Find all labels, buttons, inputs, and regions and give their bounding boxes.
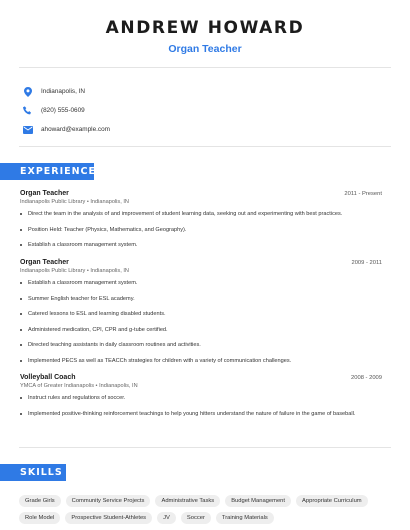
- bullet-item: Establish a classroom management system.: [20, 241, 382, 249]
- job-title: Organ Teacher: [20, 259, 69, 266]
- contact-list: [22, 82, 110, 139]
- bullet-item: Administered medication, CPI, CPR and g-tube certified.: [20, 326, 382, 334]
- job-bullets: [20, 279, 382, 365]
- skill-chip: Budget Management: [225, 495, 291, 507]
- skill-chip: Administrative Tasks: [155, 495, 220, 507]
- job-dates: 2008 - 2009: [351, 375, 382, 381]
- contact-email-text: ahoward@example.com: [41, 126, 111, 133]
- skill-chip: Prospective Student-Athletes: [65, 512, 152, 524]
- candidate-name: ANDREW HOWARD: [105, 18, 305, 38]
- skill-chip: JV: [157, 512, 176, 524]
- header-divider: [19, 67, 391, 68]
- resume-header: [0, 18, 410, 55]
- bullet-item: Direct the team in the analysis of and improvement of student learning data, seeking out and experimenting with best practices.: [20, 210, 382, 218]
- job-organization: YMCA of Greater Indianapolis • Indianapolis, IN: [20, 383, 138, 389]
- job-bullets: [20, 394, 382, 418]
- skills-heading: SKILLS: [0, 464, 66, 481]
- skill-chip: Grade Girls: [19, 495, 61, 507]
- job-title: Volleyball Coach: [20, 374, 76, 381]
- bullet-item: Implemented PECS as well as TEACCh strategies for children with a variety of communication challenges.: [20, 357, 382, 365]
- contact-location-text: Indianapolis, IN: [41, 88, 86, 95]
- job-organization: Indianapolis Public Library • Indianapolis, IN: [20, 199, 129, 205]
- bullet-item: Catered lessons to ESL and learning disabled students.: [20, 310, 382, 318]
- phone-icon: [22, 105, 33, 116]
- skill-chip: Appropriate Curriculum: [296, 495, 368, 507]
- job-entry: [20, 259, 382, 372]
- job-dates: 2011 - Present: [344, 191, 382, 197]
- skill-chip: Role Model: [19, 512, 60, 524]
- job-bullets: [20, 210, 382, 249]
- job-dates: 2009 - 2011: [351, 260, 382, 266]
- experience-divider: [19, 447, 391, 448]
- skill-chip: Training Materials: [216, 512, 274, 524]
- contact-phone: [22, 101, 110, 120]
- bullet-item: Summer English teacher for ESL academy.: [20, 295, 382, 303]
- job-title: Organ Teacher: [20, 190, 69, 197]
- skill-chip: Community Service Projects: [66, 495, 151, 507]
- location-pin-icon: [22, 86, 33, 97]
- job-entry: [20, 190, 382, 257]
- email-icon: [22, 124, 33, 135]
- bullet-item: Implemented positive-thinking reinforcement teachings to help young hitters understand the nature of failure in the game of baseball.: [20, 410, 382, 418]
- bullet-item: Position Held: Teacher (Physics, Mathematics, and Geography).: [20, 226, 382, 234]
- skill-chip: Soccer: [181, 512, 211, 524]
- job-organization: Indianapolis Public Library • Indianapolis, IN: [20, 268, 129, 274]
- skills-list: [19, 495, 399, 524]
- job-entry: [20, 374, 382, 425]
- contact-email: [22, 120, 110, 139]
- contact-divider: [19, 146, 391, 147]
- bullet-item: Establish a classroom management system.: [20, 279, 382, 287]
- contact-location: [22, 82, 110, 101]
- candidate-role: Organ Teacher: [168, 43, 242, 55]
- experience-heading: EXPERIENCE: [0, 163, 94, 180]
- bullet-item: Directed teaching assistants in daily classroom routines and activities.: [20, 341, 382, 349]
- bullet-item: Instruct rules and regulations of soccer.: [20, 394, 382, 402]
- contact-phone-text: (820) 555-0609: [41, 107, 85, 114]
